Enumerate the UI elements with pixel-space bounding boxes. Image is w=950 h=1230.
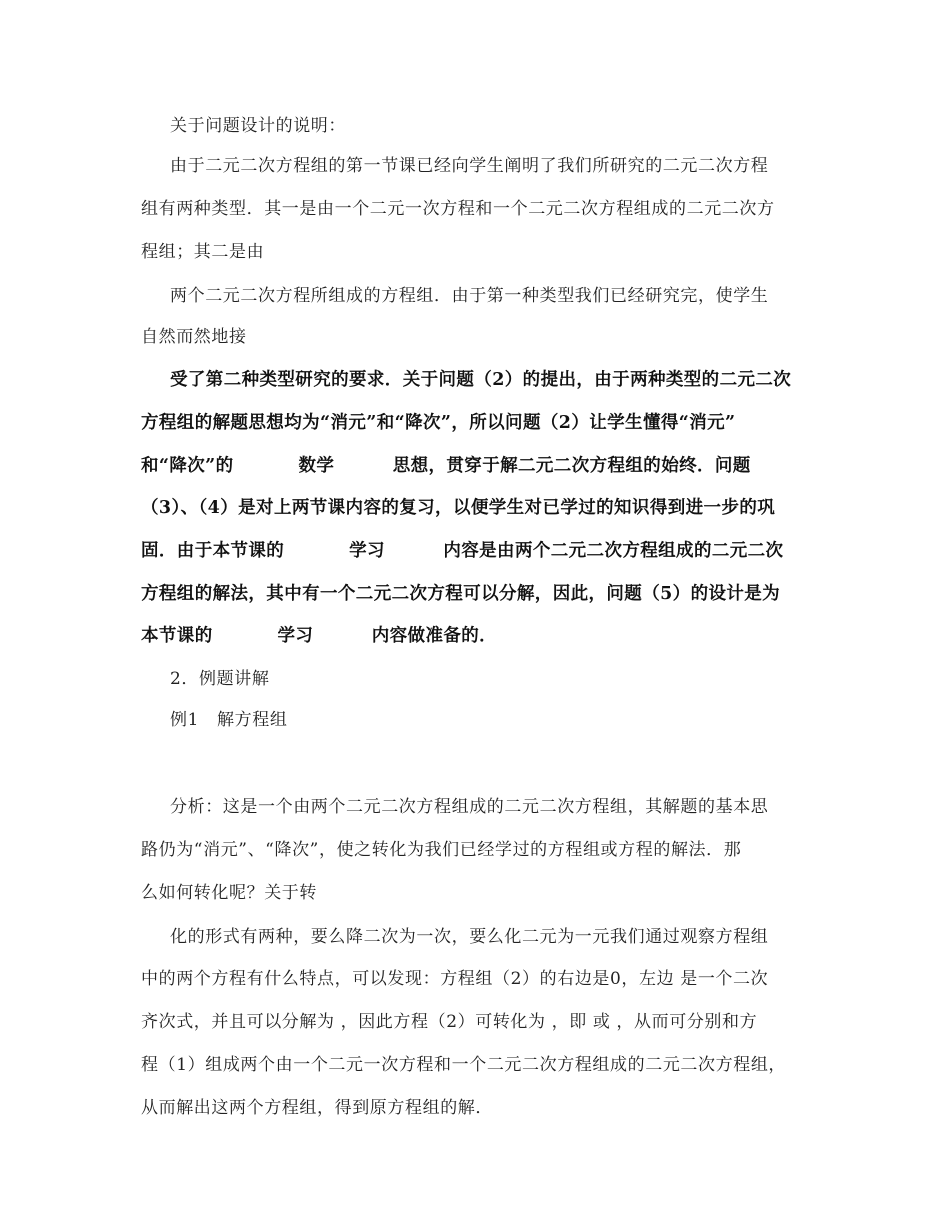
- text-line: 由于二元二次方程组的第一节课已经向学生阐明了我们所研究的二元二次方程: [170, 156, 769, 176]
- text-line: 程（1）组成两个由一个二元一次方程和一个二元二次方程组成的二元二次方程组，: [141, 1055, 787, 1075]
- section-heading: 2．例题讲解: [170, 669, 270, 689]
- bold-text-line: 方程组的解题思想均为“消元”和“降次”，所以问题（2）让学生懂得“消元”: [141, 413, 736, 433]
- bold-text-line: 受了第二种类型研究的要求．关于问题（2）的提出，由于两种类型的二元二次: [170, 370, 792, 390]
- text-line: 么如何转化呢？关于转: [141, 883, 317, 903]
- text-line: 两个二元二次方程所组成的方程组．由于第一种类型我们已经研究完，使学生: [170, 286, 769, 306]
- bold-text-line: 和“降次”的 数学 思想，贯穿于解二元二次方程组的始终．问题: [141, 456, 751, 476]
- example-heading: 例1 解方程组: [170, 710, 288, 730]
- text-line: 齐次式，并且可以分解为 ，因此方程（2）可转化为 ，即 或 ，从而可分别和方: [141, 1012, 758, 1032]
- text-line: 化的形式有两种，要么降二次为一次，要么化二元为一元我们通过观察方程组: [170, 927, 769, 947]
- text-line: 中的两个方程有什么特点，可以发现：方程组（2）的右边是0，左边 是一个二次: [141, 969, 769, 989]
- bold-text-line: 方程组的解法，其中有一个二元二次方程可以分解，因此，问题（5）的设计是为: [141, 584, 781, 604]
- text-line: 路仍为“消元”、“降次”，使之转化为我们已经学过的方程组或方程的解法．那: [141, 840, 742, 860]
- bold-text-line: 固．由于本节课的 学习 内容是由两个二元二次方程组成的二元二次: [141, 541, 784, 561]
- text-line: 组有两种类型．其一是由一个二元一次方程和一个二元二次方程组成的二元二次方: [141, 199, 775, 219]
- text-line: 分析：这是一个由两个二元二次方程组成的二元二次方程组，其解题的基本思: [170, 797, 769, 817]
- bold-text-line: 本节课的 学习 内容做准备的．: [141, 626, 498, 646]
- text-line: 程组；其二是由: [141, 242, 265, 262]
- text-line: 关于问题设计的说明：: [170, 116, 346, 136]
- text-line: 自然而然地接: [141, 327, 247, 347]
- text-line: 从而解出这两个方程组，得到原方程组的解．: [141, 1098, 493, 1118]
- bold-text-line: （3）、（4）是对上两节课内容的复习，以便学生对已学过的知识得到进一步的巩: [141, 498, 776, 518]
